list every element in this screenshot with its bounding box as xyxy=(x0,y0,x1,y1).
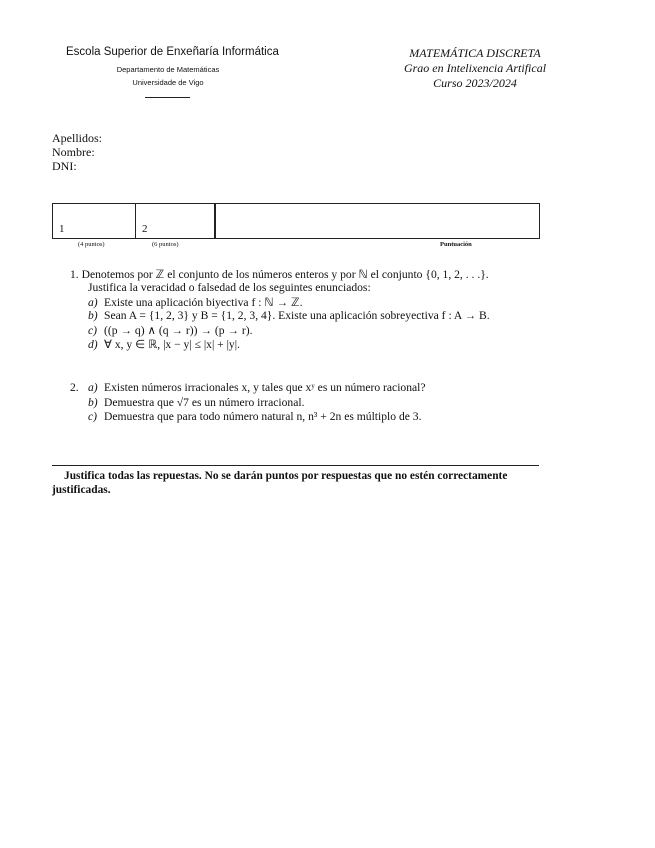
footer-note: Justifica todas las repuestas. No se darán puntos por respuestas que no estén correctamente justificadas. xyxy=(52,470,508,496)
department-name: Departamento de Matemáticas xyxy=(116,65,220,74)
item-label: b) xyxy=(88,396,98,409)
item-label: a) xyxy=(88,296,98,309)
score-cell-1 xyxy=(53,204,136,238)
item-text: Demuestra que para todo número natural n, n³ + 2n es múltiplo de 3. xyxy=(104,410,422,423)
item-text: Existen números irracionales x, y tales que xʸ es un número racional? xyxy=(104,381,426,394)
question-1-item-b xyxy=(88,309,490,322)
dni-field-label: DNI: xyxy=(52,159,77,173)
item-text: ((p → q) ∧ (q → r)) → (p → r). xyxy=(104,324,253,337)
question-1-number: 1. xyxy=(70,268,79,281)
item-text: Sean A = {1, 2, 3} y B = {1, 2, 3, 4}. Existe una aplicación sobreyectiva f : A → B. xyxy=(104,309,490,322)
course-year: Curso 2023/2024 xyxy=(433,76,517,90)
score-cell-2 xyxy=(136,204,216,238)
school-name: Escola Superior de Enxeñaría Informática xyxy=(66,46,279,58)
item-text: ∀ x, y ∈ ℝ, |x − y| ≤ |x| + |y|. xyxy=(104,338,240,351)
question-2 xyxy=(70,381,426,394)
item-text: Existe una aplicación biyectiva f : ℕ → ℤ. xyxy=(104,296,303,309)
score-caption-total: Puntuación xyxy=(440,241,472,248)
question-1-intro-line2: Justifica la veracidad o falsedad de los seguintes enunciados: xyxy=(88,281,371,294)
score-total-cell xyxy=(216,204,539,238)
score-cell-1-number: 1 xyxy=(59,223,65,235)
question-2-item-b xyxy=(88,396,305,409)
footer-rule xyxy=(52,465,539,466)
item-label: c) xyxy=(88,324,98,337)
item-label: c) xyxy=(88,410,98,423)
question-1-item-c xyxy=(88,323,253,337)
item-text: Demuestra que √7 es un número irracional. xyxy=(104,396,305,409)
item-label: b) xyxy=(88,309,98,322)
subject-title: MATEMÁTICA DISCRETA xyxy=(409,46,541,60)
item-label: d) xyxy=(88,338,98,351)
name-field-label: Nombre: xyxy=(52,145,95,159)
score-caption-1: (4 puntos) xyxy=(78,241,105,248)
score-caption-2: (6 puntos) xyxy=(152,241,179,248)
item-label: a) xyxy=(88,381,98,394)
surname-field-label: Apellidos: xyxy=(52,131,102,145)
question-1 xyxy=(70,267,489,281)
score-table xyxy=(52,203,540,239)
degree-name: Grao en Intelixencia Artifical xyxy=(403,61,547,75)
header-divider xyxy=(145,97,190,98)
question-1-item-a xyxy=(88,295,303,309)
question-1-item-d xyxy=(88,337,240,351)
university-name: Universidade de Vigo xyxy=(132,78,204,87)
question-1-intro-line1: Denotemos por ℤ el conjunto de los números enteros y por ℕ el conjunto {0, 1, 2, . . .}. xyxy=(81,268,489,281)
question-2-item-c xyxy=(88,410,422,423)
question-2-number: 2. xyxy=(70,381,79,394)
score-cell-2-number: 2 xyxy=(142,223,148,235)
